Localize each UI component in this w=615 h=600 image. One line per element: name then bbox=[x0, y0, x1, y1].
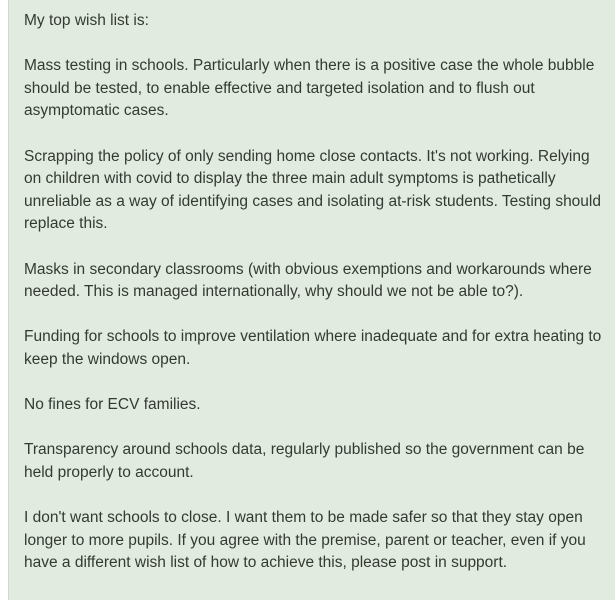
wish-item-ecv-fines: No fines for ECV families. bbox=[24, 396, 201, 414]
wish-item-transparency: Transparency around schools data, regularly published so the government can be held properly to account. bbox=[24, 441, 585, 481]
wish-item-ventilation: Funding for schools to improve ventilation where inadequate and for extra heating to keep the windows open. bbox=[24, 328, 602, 368]
post-intro: My top wish list is: bbox=[24, 12, 149, 29]
wish-item-close-contacts: Scrapping the policy of only sending home close contacts. It's not working. Relying on children with covid to display the three main adult symptoms is pathetically unreliable as a way of identifying cases and isolating at-risk students. Testing should replace this. bbox=[24, 147, 601, 233]
wish-item-masks: Masks in secondary classrooms (with obvious exemptions and workarounds where needed. This is managed internationally, why should we not be able to?). bbox=[24, 260, 592, 301]
post-closing: I don't want schools to close. I want them to be made safer so that they stay open longer to more pupils. If you agree with the premise, parent or teacher, even if you have a different wish list of how to achieve this, please post in support. bbox=[24, 509, 586, 572]
post-body bbox=[8, 0, 615, 600]
wish-item-mass-testing: Mass testing in schools. Particularly when there is a positive case the whole bubble should be tested, to enable effective and targeted isolation and to flush out asymptomatic cases. bbox=[24, 57, 595, 120]
